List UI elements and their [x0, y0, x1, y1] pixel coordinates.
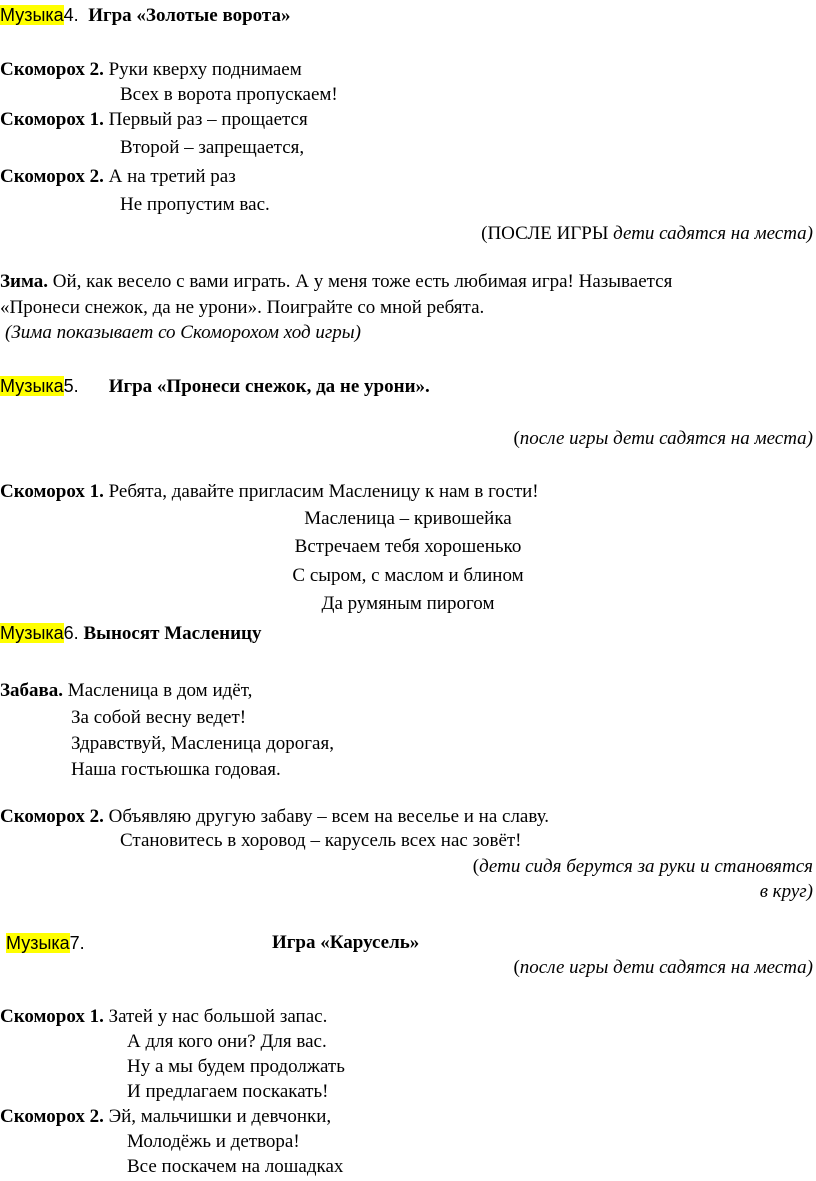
line: Второй – запрещается,	[120, 137, 305, 158]
music-label: Музыка	[6, 933, 70, 953]
stage-direction: (после игры дети садятся на места)	[513, 957, 813, 978]
poem-line: С сыром, с маслом и блином	[292, 565, 524, 586]
line: «Пронеси снежок, да не урони». Поиграйте со мной ребята.	[0, 297, 485, 318]
music-cue-5: Музыка5. Игра «Пронеси снежок, да не урони».	[0, 376, 430, 397]
line: Скоморох 2. А на третий раз	[0, 166, 236, 187]
line: Становитесь в хоровод – карусель всех нас зовёт!	[120, 830, 522, 851]
stage-direction: в круг)	[759, 881, 813, 902]
line: Скоморох 1. Первый раз – прощается	[0, 109, 308, 130]
line: Все поскачем на лошадках	[127, 1156, 344, 1177]
line: Скоморох 2. Руки кверху поднимаем	[0, 59, 302, 80]
music-cue-7: Музыка7.	[6, 933, 85, 953]
line: Молодёжь и детвора!	[127, 1131, 300, 1152]
music-cue-6: Музыка6. Выносят Масленицу	[0, 623, 262, 644]
poem-line: Встречаем тебя хорошенько	[294, 536, 522, 557]
game-title: Игра «Пронеси снежок, да не урони».	[108, 376, 430, 397]
line: За собой весну ведет!	[71, 707, 247, 728]
stage-direction: (после игры дети садятся на места)	[513, 428, 813, 449]
music-label: Музыка	[0, 623, 64, 643]
stage-direction: (Зима показывает со Скоморохом ход игры)	[5, 322, 361, 343]
line: Скоморох 1. Ребята, давайте пригласим Масленицу к нам в гости!	[0, 481, 539, 502]
line: Ну а мы будем продолжать	[127, 1056, 345, 1077]
line: Наша гостьюшка годовая.	[71, 759, 281, 780]
game-title: Выносят Масленицу	[83, 623, 262, 644]
line: И предлагаем поскакать!	[127, 1081, 329, 1102]
poem-line: Да румяным пирогом	[321, 593, 495, 614]
line: Всех в ворота пропускаем!	[120, 84, 338, 105]
line: Забава. Масленица в дом идёт,	[0, 680, 253, 701]
game-title: Игра «Золотые ворота»	[88, 5, 291, 26]
music-label: Музыка	[0, 376, 64, 396]
line: Скоморох 1. Затей у нас большой запас.	[0, 1006, 328, 1027]
game-title: Игра «Карусель»	[272, 932, 420, 953]
line: А для кого они? Для вас.	[127, 1031, 327, 1052]
stage-direction: (ПОСЛЕ ИГРЫ дети садятся на места)	[481, 223, 813, 244]
music-label: Музыка	[0, 5, 64, 25]
music-cue-4: Музыка4. Игра «Золотые ворота»	[0, 5, 291, 26]
line: Скоморох 2. Объявляю другую забаву – всем на веселье и на славу.	[0, 806, 550, 827]
stage-direction: (дети сидя берутся за руки и становятся	[472, 856, 813, 877]
line: Скоморох 2. Эй, мальчишки и девчонки,	[0, 1106, 332, 1127]
line: Не пропустим вас.	[120, 194, 270, 215]
poem-line: Масленица – кривошейка	[304, 508, 512, 529]
line: Здравствуй, Масленица дорогая,	[71, 733, 334, 754]
line: Зима. Ой, как весело с вами играть. А у меня тоже есть любимая игра! Называется	[0, 271, 673, 292]
